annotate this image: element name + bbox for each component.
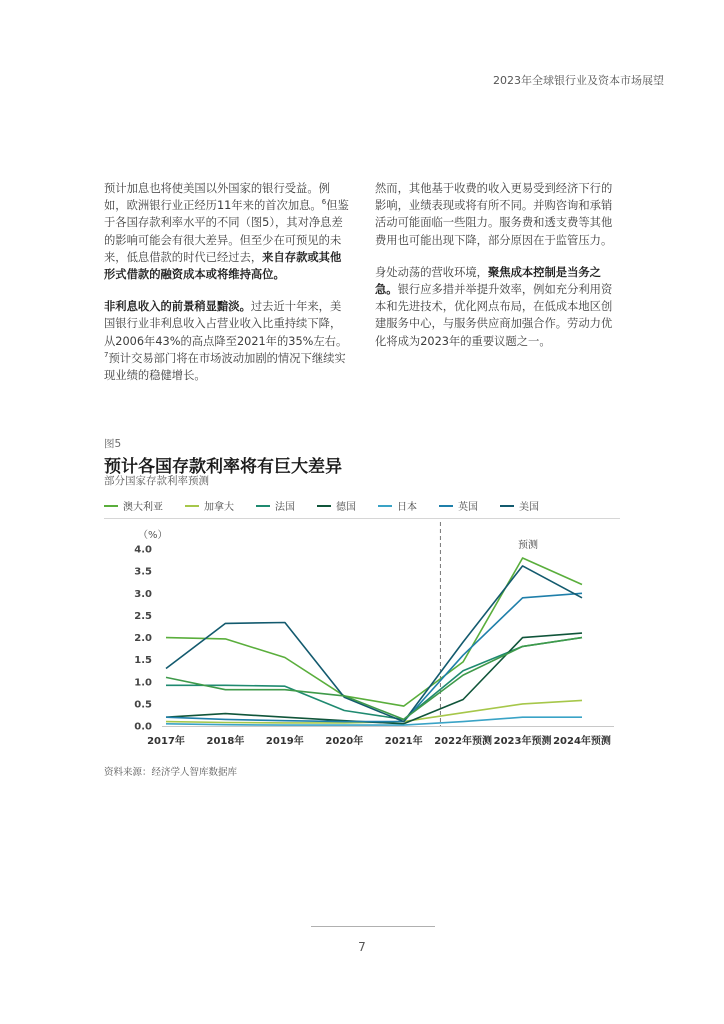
forecast-label: 预测 (518, 540, 538, 551)
legend-swatch (378, 505, 392, 507)
y-axis-label: （%） (138, 530, 168, 541)
x-tick-label: 2023年预测 (493, 736, 552, 747)
y-tick-label: 4.0 (134, 544, 152, 556)
x-tick-label: 2019年 (265, 736, 304, 747)
legend-swatch (317, 505, 331, 507)
figure-subtitle: 部分国家存款利率预测 (104, 475, 209, 487)
left-column (104, 180, 350, 399)
y-tick-label: 2.0 (134, 633, 152, 645)
legend-item (256, 498, 295, 513)
figure-number: 图5 (104, 438, 122, 450)
left-paragraph-2: 非利息收入的前景稍显黯淡。过去近十年来，美国银行业非利息收入占营业收入比重持续下降，从2006年43%的高点降至2021年的35%左右。$^7$预计交易部门将在市场波动加剧的情况下继续实现业绩的稳健增长。 (104, 300, 348, 383)
x-tick-label: 2017年 (147, 736, 185, 747)
legend-label: 法国 (275, 502, 295, 513)
bold-lead: 非利息收入的前景稍显黯淡。 (104, 300, 251, 314)
right-column (375, 180, 621, 365)
legend-swatch (500, 505, 514, 507)
y-tick-label: 2.5 (134, 610, 152, 622)
y-tick-label: 3.0 (134, 588, 152, 600)
page-number: 7 (358, 940, 366, 954)
x-tick-label: 2020年 (325, 736, 364, 747)
footer-divider (311, 926, 435, 927)
legend-label: 美国 (519, 502, 539, 513)
x-tick-label: 2024年预测 (553, 736, 611, 747)
y-tick-label: 0.0 (134, 721, 152, 733)
figure-title: 预计各国存款利率将有巨大差异 (104, 457, 342, 477)
series-line (166, 566, 582, 722)
y-tick-label: 0.5 (134, 699, 152, 711)
legend-divider (104, 518, 620, 519)
running-header: 2023年全球银行业及资本市场展望 (493, 74, 664, 87)
legend-item (185, 498, 234, 513)
y-tick-label: 1.0 (134, 677, 152, 689)
legend-swatch (104, 505, 118, 507)
x-tick-label: 2018年 (206, 736, 245, 747)
legend-item (500, 498, 539, 513)
legend-item (439, 498, 478, 513)
legend-swatch (256, 505, 270, 507)
series-line (166, 558, 582, 706)
right-paragraph-1: 然而，其他基于收费的收入更易受到经济下行的影响，业绩表现或将有所不同。并购咨询和承销活动可能面临一些阻力。服务费和透支费等其他费用也可能出现下降，部分原因在于监管压力。 (375, 182, 613, 247)
figure-source: 资料来源：经济学人智库数据库 (104, 767, 238, 778)
legend-label: 日本 (397, 502, 417, 513)
legend-swatch (439, 505, 453, 507)
series-line (166, 593, 582, 721)
legend-label: 德国 (336, 502, 356, 513)
right-paragraph-2: 身处动荡的营收环境，聚焦成本控制是当务之急。银行应多措并举提升效率，例如充分利用资本和先进技术，优化网点布局，在低成本地区创建服务中心，与服务供应商加强合作。劳动力优化将成为2023年的重要议题之一。 (375, 265, 613, 348)
bold-emphasis: 来自存款或其他形式借款的融资成本或将维持高位。 (104, 250, 342, 282)
legend-item (104, 498, 163, 513)
deposit-rate-line-chart (104, 522, 620, 758)
series-line (166, 638, 582, 720)
footnote-marker: 7 (104, 351, 109, 360)
legend-label: 澳大利亚 (123, 502, 163, 513)
legend-item (317, 498, 356, 513)
x-tick-label: 2022年预测 (434, 736, 493, 747)
legend-swatch (185, 505, 199, 507)
legend-item (378, 498, 417, 513)
legend-label: 英国 (458, 502, 478, 513)
y-tick-label: 1.5 (134, 655, 152, 667)
chart-legend (104, 498, 561, 513)
legend-label: 加拿大 (204, 502, 234, 513)
footnote-marker: 6 (321, 198, 327, 207)
x-tick-label: 2021年 (384, 736, 423, 747)
y-tick-label: 3.5 (134, 566, 152, 578)
bold-emphasis: 聚焦成本控制是当务之急。 (375, 265, 601, 297)
left-paragraph-1: 预计加息也将使美国以外国家的银行受益。例如，欧洲银行业正经历11年来的首次加息。$^6$但鉴于各国存款利率水平的不同（图5），其对净息差的影响可能会有很大差异。但至少在可预见的未来，低息借款的时代已经过去，来自存款或其他形式借款的融资成本或将维持高位。 (104, 182, 349, 282)
